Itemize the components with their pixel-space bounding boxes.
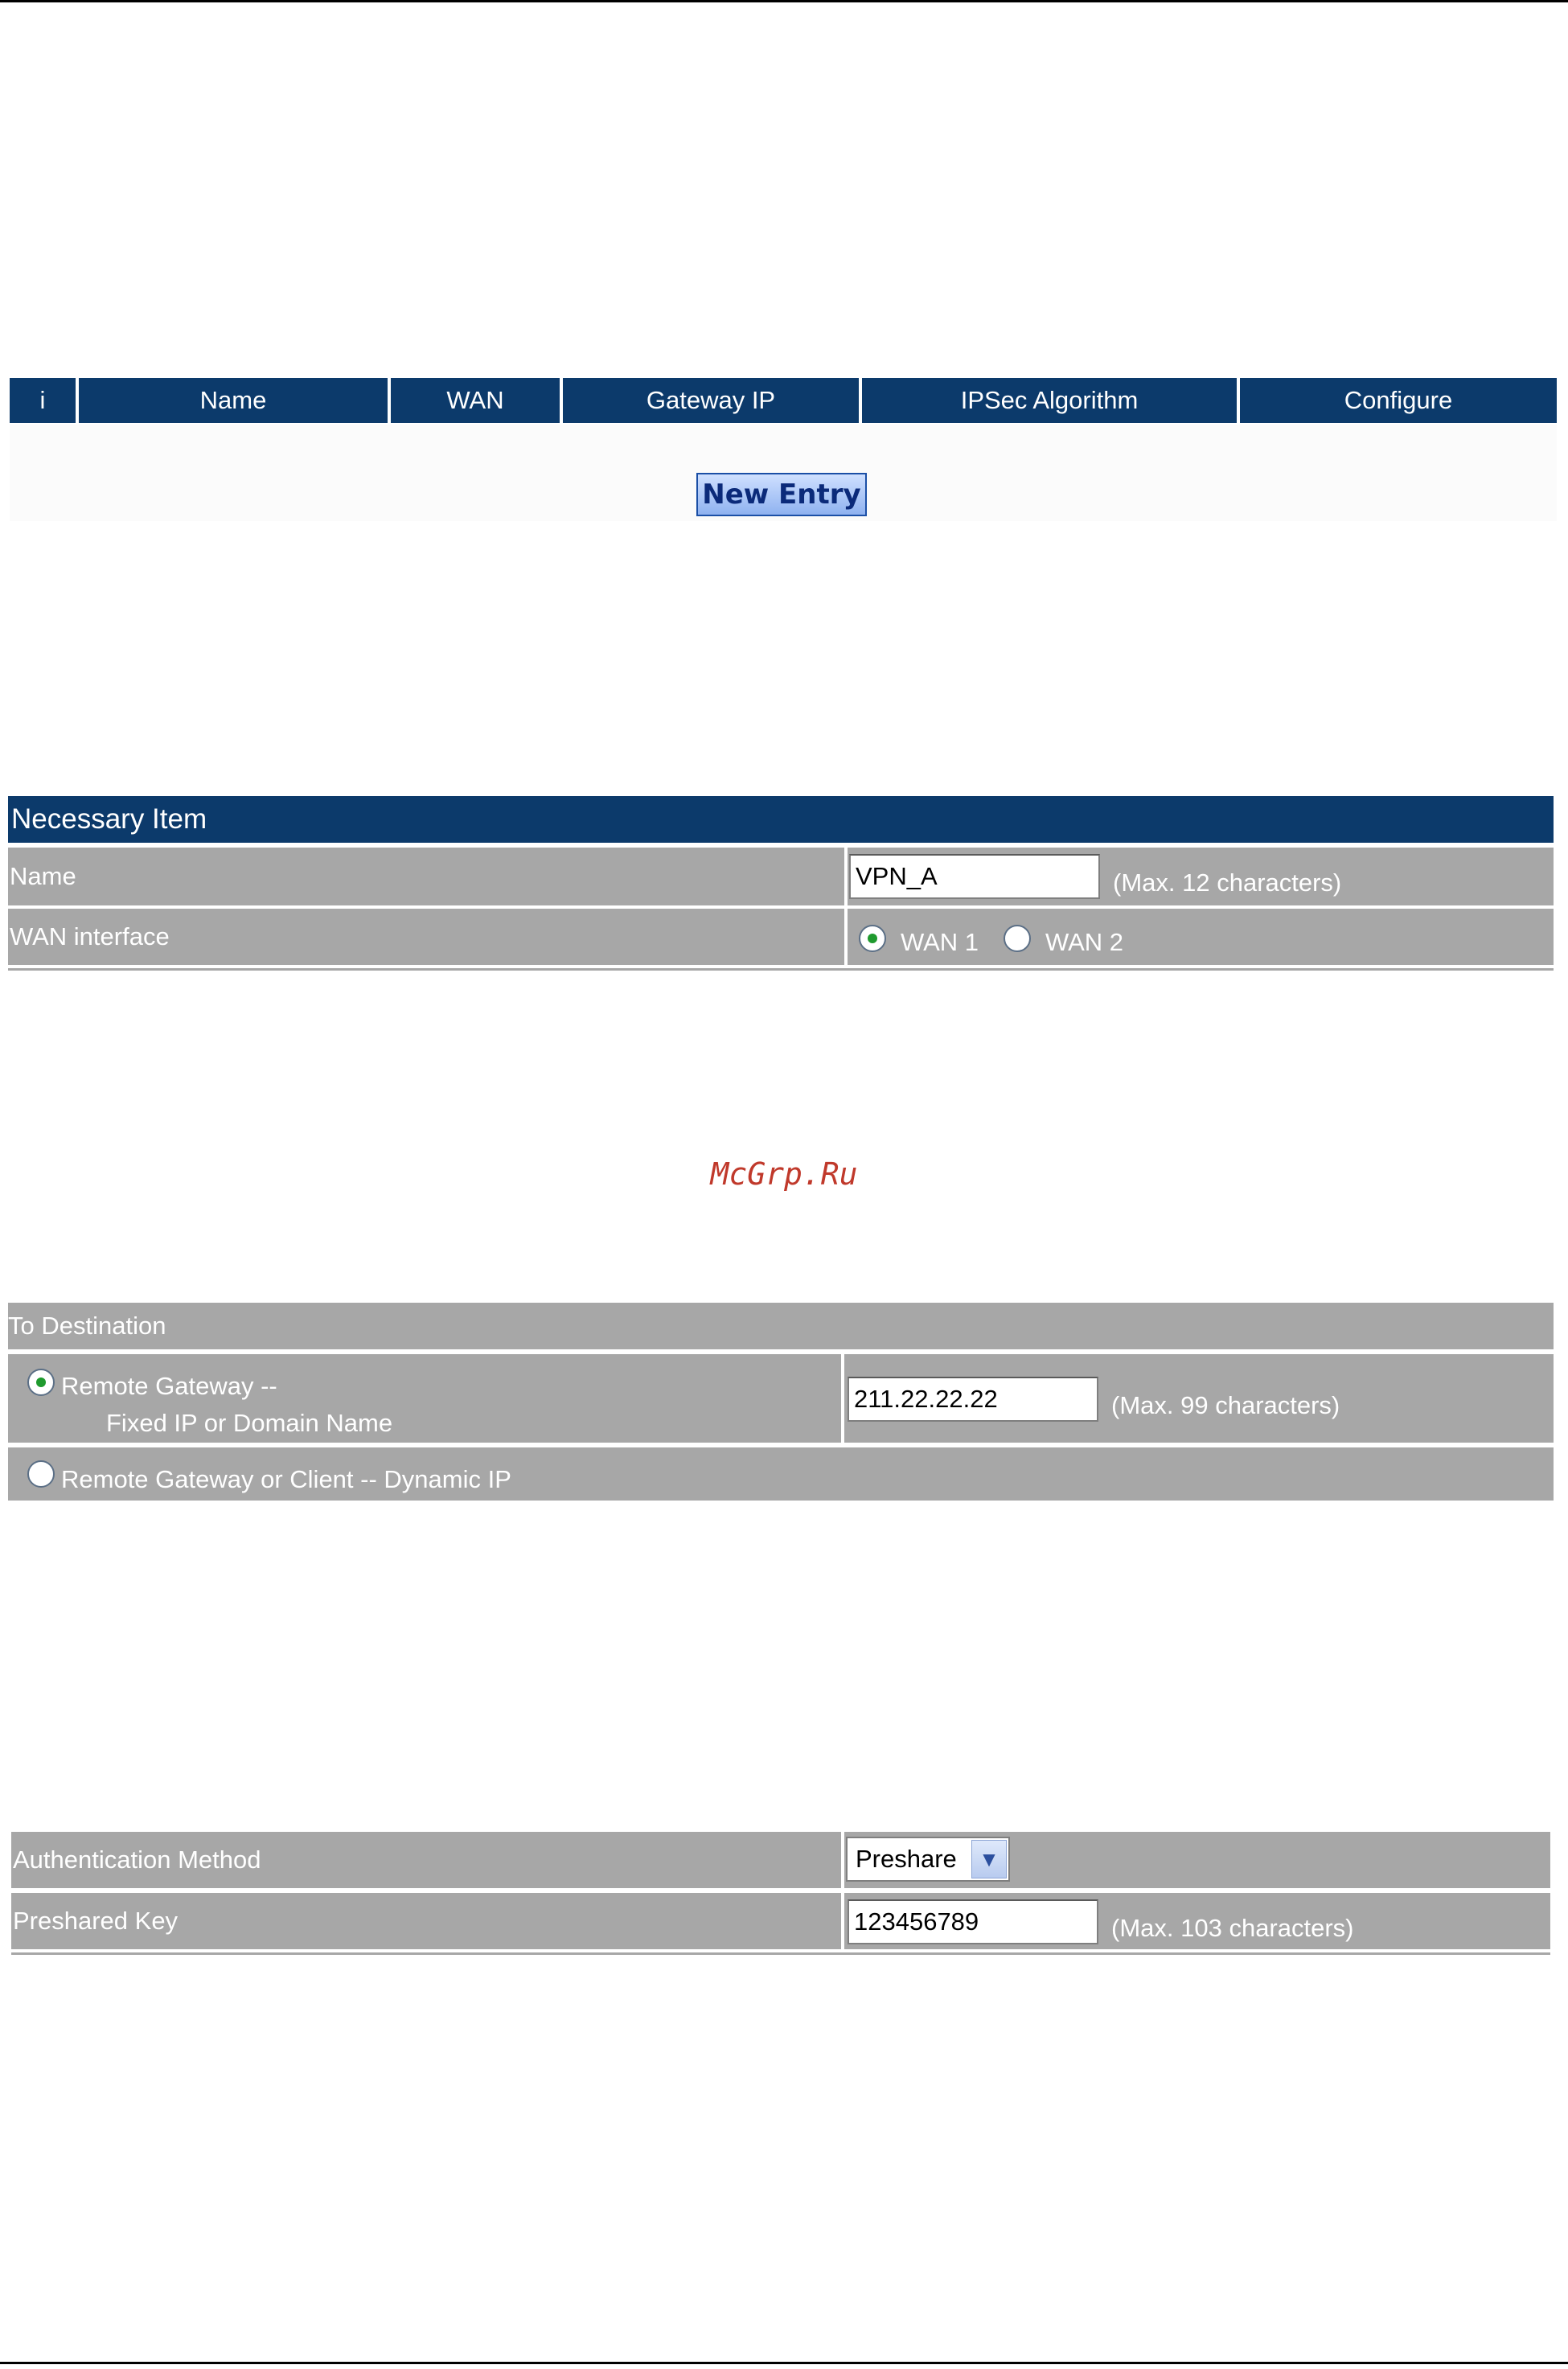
- preshared-key-hint: (Max. 103 characters): [1111, 1914, 1354, 1942]
- chevron-down-icon[interactable]: ▼: [971, 1840, 1007, 1878]
- remote-gateway-dynamic-radio[interactable]: [27, 1460, 55, 1488]
- preshared-key-input[interactable]: 123456789: [848, 1899, 1098, 1944]
- new-entry-button[interactable]: New Entry: [696, 473, 867, 516]
- gateway-hint: (Max. 99 characters): [1111, 1391, 1340, 1419]
- col-header-index: i: [10, 378, 76, 423]
- name-input[interactable]: VPN_A: [849, 854, 1100, 899]
- option1-line1: Remote Gateway --: [61, 1372, 277, 1400]
- section-title: Necessary Item: [8, 796, 1554, 843]
- col-header-ipsec-algorithm: IPSec Algorithm: [862, 378, 1237, 423]
- wan2-label: WAN 2: [1045, 928, 1124, 956]
- auth-method-value: Preshare: [856, 1845, 957, 1873]
- name-label: Name: [8, 848, 844, 905]
- auth-method-label: Authentication Method: [11, 1832, 841, 1888]
- top-rule: [0, 0, 1568, 2]
- section-divider: [8, 968, 1554, 971]
- remote-gateway-fixed-radio[interactable]: [27, 1369, 55, 1396]
- col-header-configure: Configure: [1240, 378, 1557, 423]
- col-header-name: Name: [79, 378, 388, 423]
- wan2-radio[interactable]: [1004, 925, 1031, 952]
- wan-interface-label: WAN interface: [8, 909, 844, 965]
- option1-line2: Fixed IP or Domain Name: [106, 1409, 393, 1437]
- auth-divider: [11, 1952, 1550, 1955]
- preshared-key-label: Preshared Key: [11, 1893, 841, 1949]
- option2-label: Remote Gateway or Client -- Dynamic IP: [61, 1465, 511, 1493]
- name-hint: (Max. 12 characters): [1113, 868, 1342, 897]
- auth-method-select[interactable]: [846, 1837, 1010, 1882]
- col-header-wan: WAN: [391, 378, 560, 423]
- wan1-radio[interactable]: [859, 925, 886, 952]
- gateway-input[interactable]: 211.22.22.22: [848, 1377, 1098, 1422]
- destination-title: To Destination: [8, 1303, 1554, 1349]
- bottom-rule: [0, 2362, 1568, 2364]
- wan1-label: WAN 1: [901, 928, 979, 956]
- col-header-gateway-ip: Gateway IP: [563, 378, 859, 423]
- watermark-text: McGrp.Ru: [710, 1156, 858, 1192]
